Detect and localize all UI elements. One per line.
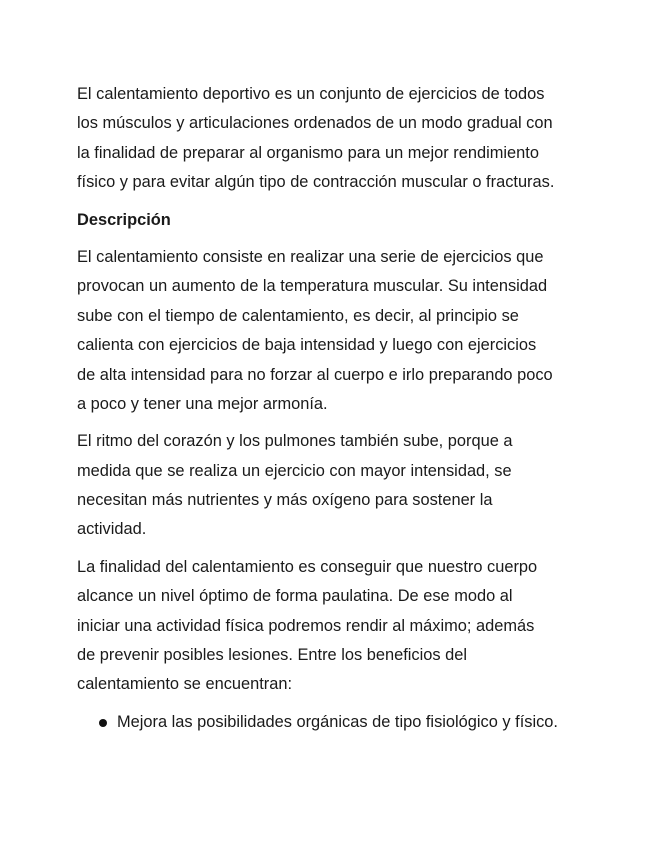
text-line: medida que se realiza un ejercicio con mayor intensidad, se <box>77 461 512 480</box>
text-line: El calentamiento deportivo es un conjunto de ejercicios de todos <box>77 85 545 103</box>
text-line: sube con el tiempo de calentamiento, es decir, al principio se <box>77 306 519 325</box>
intro-paragraph <box>77 80 582 198</box>
description-paragraph-3 <box>77 553 582 700</box>
text-line: El ritmo del corazón y los pulmones también sube, porque a <box>77 432 513 451</box>
text-line: calienta con ejercicios de baja intensidad y luego con ejercicios <box>77 336 537 355</box>
text-line: de prevenir posibles lesiones. Entre los beneficios del <box>77 646 467 665</box>
text-line: iniciar una actividad física podremos rendir al máximo; además <box>77 616 535 635</box>
document-page <box>77 80 582 737</box>
text-line: actividad. <box>77 520 147 539</box>
benefits-list <box>77 708 582 737</box>
description-paragraph-1 <box>77 243 582 419</box>
text-line: la finalidad de preparar al organismo para un mejor rendimiento <box>77 143 539 162</box>
text-line: alcance un nivel óptimo de forma paulatina. De ese modo al <box>77 587 513 606</box>
list-item-text: Mejora las posibilidades orgánicas de tipo fisiológico y físico. <box>117 712 558 731</box>
list-item <box>99 708 582 737</box>
section-heading: Descripción <box>77 210 171 229</box>
text-line: provocan un aumento de la temperatura muscular. Su intensidad <box>77 277 548 296</box>
text-line: físico y para evitar algún tipo de contracción muscular o fracturas. <box>77 173 555 192</box>
text-line: necesitan más nutrientes y más oxígeno para sostener la <box>77 491 493 510</box>
description-paragraph-2 <box>77 427 582 545</box>
text-line: La finalidad del calentamiento es conseguir que nuestro cuerpo <box>77 557 538 576</box>
bullet-icon <box>99 719 107 727</box>
text-line: calentamiento se encuentran: <box>77 675 293 694</box>
text-line: los músculos y articulaciones ordenados de un modo gradual con <box>77 114 553 133</box>
text-line: de alta intensidad para no forzar al cuerpo e irlo preparando poco <box>77 365 553 384</box>
text-line: El calentamiento consiste en realizar una serie de ejercicios que <box>77 247 544 266</box>
text-line: a poco y tener una mejor armonía. <box>77 394 328 413</box>
